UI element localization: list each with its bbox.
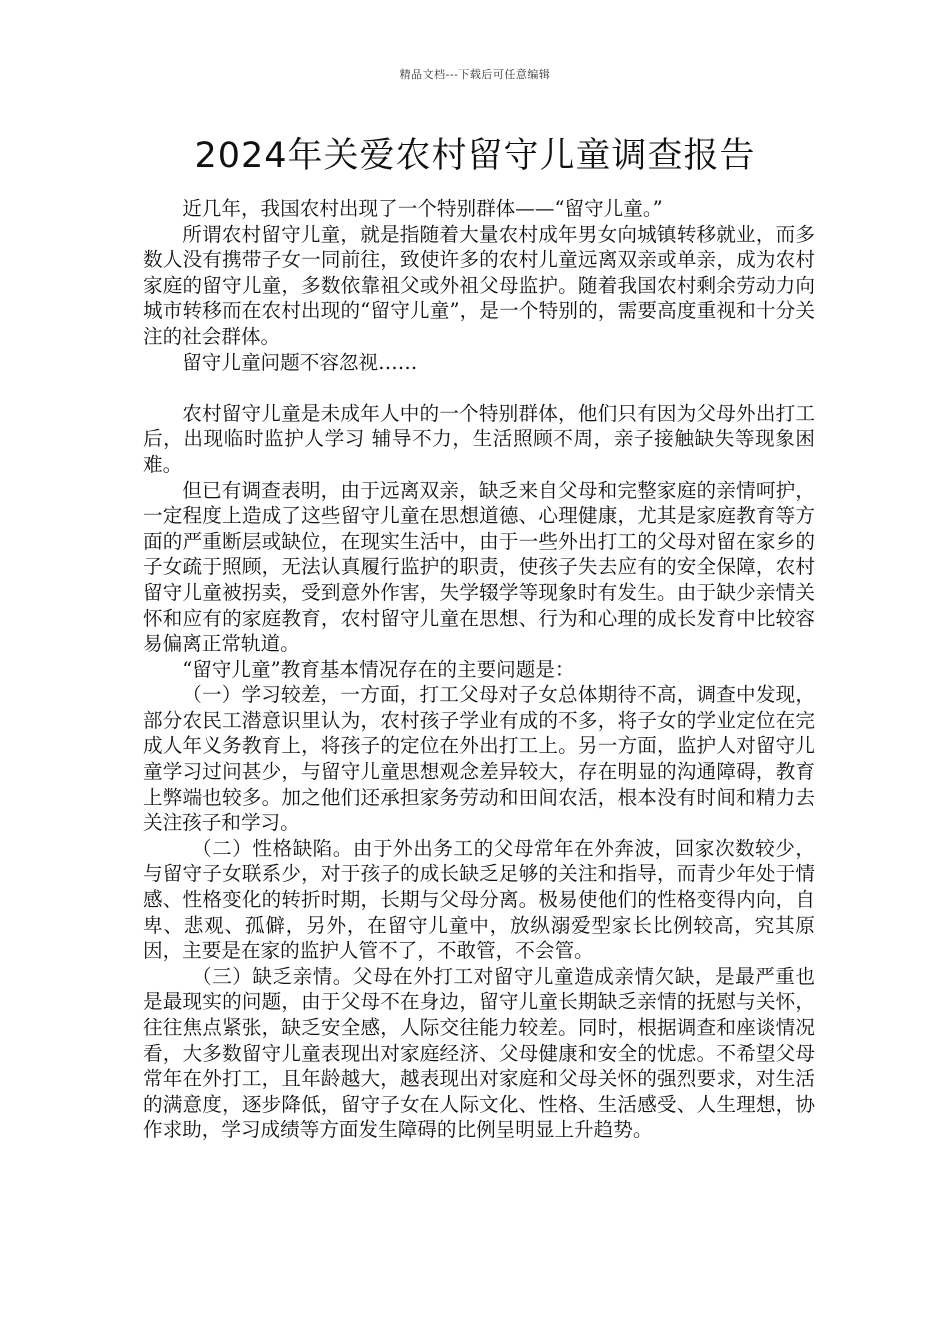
paragraph-main-problems: “留守儿童”教育基本情况存在的主要问题是： <box>182 657 575 681</box>
paragraph-definition: 所谓农村留守儿童，就是指随着大量农村成年男女向城镇转移就业，而多数人没有携带子女一同前往，致使许多的农村儿童远离双亲或单亲，成为农村家庭的留守儿童，多数依靠祖父或外祖父母监护。随着我国农村剩余劳动力向城市转移而在农村出现的“留守儿童”，是一个特别的，需要高度重视和十分关注的社会群体。 <box>143 222 815 348</box>
paragraph-problem-2: （二）性格缺陷。由于外出务工的父母常年在外奔波，回家次数较少，与留守子女联系少，对于孩子的成长缺乏足够的关注和指导，而青少年处于情感、性格变化的转折时期，长期与父母分离。极易使他们的性格变得内向，自卑、悲观、孤僻，另外，在留守儿童中，放纵溺爱型家长比例较高，究其原因，主要是在家的监护人管不了，不敢管，不会管。 <box>143 836 815 963</box>
paragraph-intro: 近几年，我国农村出现了一个特别群体——“留守儿童。” <box>182 197 663 220</box>
document-body <box>143 196 815 1143</box>
paragraph-spacer <box>143 375 815 401</box>
paragraph-survey-findings: 但已有调查表明，由于远离双亲，缺乏来自父母和完整家庭的亲情呵护，一定程度上造成了这些留守儿童在思想道德、心理健康，尤其是家庭教育等方面的严重断层或缺位，在现实生活中，由于一些外出打工的父母对留在家乡的子女疏于照顾，无法认真履行监护的职责，使孩子失去应有的安全保障，农村留守儿童被拐卖，受到意外作害，失学辍学等现象时有发生。由于缺少亲情关怀和应有的家庭教育，农村留守儿童在思想、行为和心理的成长发育中比较容易偏离正常轨道。 <box>143 478 815 656</box>
paragraph-problem-3: （三）缺乏亲情。父母在外打工对留守儿童造成亲情欠缺，是最严重也是最现实的问题，由于父母不在身边，留守儿童长期缺乏亲情的抚慰与关怀，往往焦点紧张，缺乏安全感，人际交往能力较差。同时，根据调查和座谈情况看，大多数留守儿童表现出对家庭经济、父母健康和安全的忧虑。不希望父母常年在外打工，且年龄越大，越表现出对家庭和父母关怀的强烈要求，对生活的满意度，逐步降低，留守子女在人际文化、性格、生活感受、人生理想，协作求助，学习成绩等方面发生障碍的比例呈明显上升趋势。 <box>143 964 815 1142</box>
paragraph-group-description: 农村留守儿童是未成年人中的一个特别群体，他们只有因为父母外出打工后，出现临时监护人学习 辅导不力，生活照顾不周，亲子接触缺失等现象困难。 <box>143 401 815 476</box>
paragraph-problem-1: （一）学习较差，一方面，打工父母对子女总体期待不高，调查中发现，部分农民工潜意识里认为，农村孩子学业有成的不多，将子女的学业定位在完成人年义务教育上，将孩子的定位在外出打工上。另一方面，监护人对留守儿童学习过问甚少，与留守儿童思想观念差异较大，存在明显的沟通障碍，教育上弊端也较多。加之他们还承担家务劳动和田间农活，根本没有时间和精力去关注孩子和学习。 <box>143 683 815 835</box>
paragraph-subheading: 留守儿童问题不容忽视…… <box>182 350 418 374</box>
document-title: 2024年关爱农村留守儿童调查报告 <box>194 136 756 176</box>
header-note: 精品文档---下载后可任意编辑 <box>399 68 551 81</box>
